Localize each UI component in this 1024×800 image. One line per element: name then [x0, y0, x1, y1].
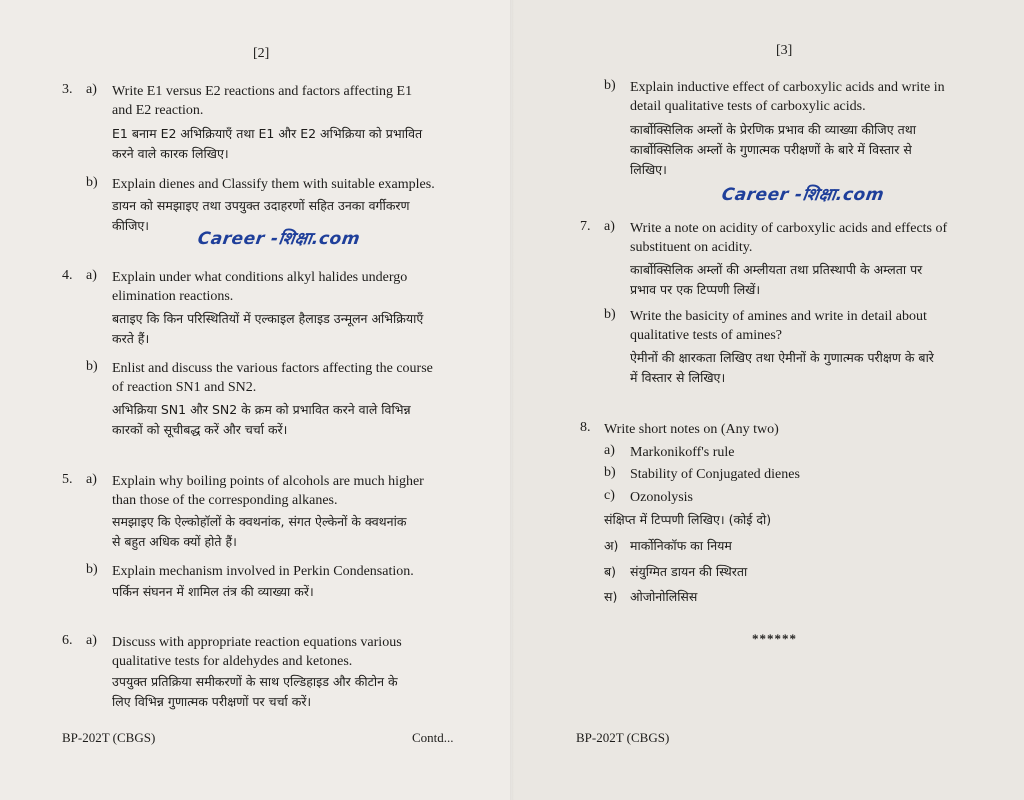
subpart-label: a): [86, 82, 97, 97]
question-5b-english: [112, 562, 482, 581]
text-line: Discuss with appropriate reaction equations various: [112, 635, 402, 650]
question-number: 7.: [580, 219, 591, 234]
question-8-hindi-stem: संक्षिप्त में टिप्पणी लिखिए। (कोई दो): [604, 512, 772, 527]
text-line: of reaction SN1 and SN2.: [112, 380, 257, 395]
question-number: 5.: [62, 472, 73, 487]
footer-continued: Contd...: [412, 730, 454, 745]
text-line: Explain inductive effect of carboxylic acids and write in: [630, 80, 945, 95]
text-line: substituent on acidity.: [630, 240, 753, 255]
text-line: Explain why boiling points of alcohols are much higher: [112, 474, 424, 489]
text-line: Write E1 versus E2 reactions and factors affecting E1: [112, 84, 413, 99]
text-line: कीजिए।: [112, 218, 150, 233]
text-line: Enlist and discuss the various factors affecting the course: [112, 361, 433, 376]
text-line: प्रभाव पर एक टिप्पणी लिखें।: [630, 282, 761, 297]
text-line: and E2 reaction.: [112, 103, 204, 118]
end-mark: ******: [752, 631, 797, 646]
list-item-text: Markonikoff's rule: [630, 445, 735, 460]
list-item-text: ओजोनोलिसिस: [630, 589, 698, 604]
question-6a-english: [112, 633, 482, 671]
text-line: डायन को समझाइए तथा उपयुक्त उदाहरणों सहित उनका वर्गीकरण: [112, 198, 410, 213]
subpart-label: b): [86, 175, 98, 190]
text-line: कारकों को सूचीबद्ध करें और चर्चा करें।: [112, 422, 288, 437]
text-line: than those of the corresponding alkanes.: [112, 493, 338, 508]
list-item-label: स): [604, 589, 618, 604]
question-6b-english: [630, 78, 1000, 116]
text-line: qualitative tests for aldehydes and ketones.: [112, 654, 353, 669]
text-line: Explain under what conditions alkyl halides undergo: [112, 270, 408, 285]
list-item-text: Stability of Conjugated dienes: [630, 467, 800, 482]
text-line: कार्बोक्सिलिक अम्लों की अम्लीयता तथा प्रतिस्थापी के अम्लता पर: [630, 262, 923, 277]
text-line: Write the basicity of amines and write in detail about: [630, 309, 927, 324]
text-line: समझाइए कि ऐल्कोहॉलों के क्वथनांक, संगत ऐल्केनों के क्वथनांक: [112, 514, 407, 529]
list-item-text: संयुग्मित डायन की स्थिरता: [630, 564, 748, 579]
page-number: [2]: [253, 46, 270, 61]
list-item-label: अ): [604, 538, 619, 553]
question-7a-english: [630, 219, 1002, 257]
question-5a-hindi: [112, 512, 482, 552]
question-number: 4.: [62, 268, 73, 283]
question-4b-hindi: [112, 400, 482, 440]
question-8-stem: Write short notes on (Any two): [604, 422, 779, 437]
text-line: लिखिए।: [630, 162, 667, 177]
text-line: से बहुत अधिक क्यों होते हैं।: [112, 534, 237, 549]
page-number: [3]: [776, 43, 793, 58]
subpart-label: b): [86, 562, 98, 577]
subpart-label: b): [604, 307, 616, 322]
subpart-label: a): [86, 633, 97, 648]
text-line: पर्किन संघनन में शामिल तंत्र की व्याख्या करें।: [112, 584, 314, 599]
footer-course-code: BP-202T (CBGS): [576, 730, 670, 745]
question-4a-hindi: [112, 309, 482, 349]
question-7a-hindi: [630, 260, 1002, 300]
list-item-label: b): [604, 465, 616, 480]
text-line: ऐमीनों की क्षारकता लिखिए तथा ऐमीनों के गुणात्मक परीक्षण के बारे: [630, 350, 934, 365]
text-line: Write a note on acidity of carboxylic acids and effects of: [630, 221, 948, 236]
text-line: कार्बोक्सिलिक अम्लों के गुणात्मक परीक्षणों के बारे में विस्तार से: [630, 142, 912, 157]
subpart-label: b): [604, 78, 616, 93]
text-line: करने वाले कारक लिखिए।: [112, 146, 229, 161]
list-item-label: a): [604, 443, 615, 458]
page-fold: [510, 0, 514, 800]
text-line: में विस्तार से लिखिए।: [630, 370, 726, 385]
subpart-label: b): [86, 359, 98, 374]
watermark-logo: Career -शिक्षा.com: [196, 229, 362, 249]
subpart-label: a): [86, 268, 97, 283]
watermark-logo: Career -शिक्षा.com: [720, 185, 886, 205]
text-line: Explain mechanism involved in Perkin Condensation.: [112, 564, 414, 579]
question-6a-hindi: [112, 672, 482, 712]
text-line: E1 बनाम E2 अभिक्रियाएँ तथा E1 और E2 अभिक्रिया को प्रभावित: [112, 126, 423, 141]
list-item-text: मार्कोनिकॉफ का नियम: [630, 538, 732, 553]
question-number: 3.: [62, 82, 73, 97]
question-7b-hindi: [630, 348, 1002, 388]
text-line: बताइए कि किन परिस्थितियों में एल्काइल हैलाइड उन्मूलन अभिक्रियाएँ: [112, 311, 424, 326]
question-3a-english: [112, 82, 472, 120]
right-page: [512, 0, 1024, 800]
question-number: 6.: [62, 633, 73, 648]
question-5b-hindi: [112, 582, 482, 602]
question-6b-hindi: [630, 120, 1002, 180]
question-3b-english: [112, 175, 482, 194]
subpart-label: a): [86, 472, 97, 487]
list-item-text: Ozonolysis: [630, 490, 693, 505]
text-line: Explain dienes and Classify them with suitable examples.: [112, 177, 435, 192]
subpart-label: a): [604, 219, 615, 234]
text-line: उपयुक्त प्रतिक्रिया समीकरणों के साथ एल्डिहाइड और कीटोन के: [112, 674, 398, 689]
question-5a-english: [112, 472, 482, 510]
text-line: अभिक्रिया SN1 और SN2 के क्रम को प्रभावित करने वाले विभिन्न: [112, 402, 411, 417]
text-line: detail qualitative tests of carboxylic acids.: [630, 99, 866, 114]
question-4a-english: [112, 268, 472, 306]
question-4b-english: [112, 359, 482, 397]
footer-course-code: BP-202T (CBGS): [62, 730, 156, 745]
text-line: elimination reactions.: [112, 289, 234, 304]
text-line: कार्बोक्सिलिक अम्लों के प्रेरणिक प्रभाव की व्याख्या कीजिए तथा: [630, 122, 916, 137]
question-3a-hindi: [112, 124, 482, 164]
text-line: लिए विभिन्न गुणात्मक परीक्षणों पर चर्चा करें।: [112, 694, 312, 709]
text-line: qualitative tests of amines?: [630, 328, 783, 343]
list-item-label: ब): [604, 564, 617, 579]
question-number: 8.: [580, 420, 591, 435]
list-item-label: c): [604, 488, 615, 503]
text-line: करते हैं।: [112, 331, 150, 346]
question-7b-english: [630, 307, 1002, 345]
